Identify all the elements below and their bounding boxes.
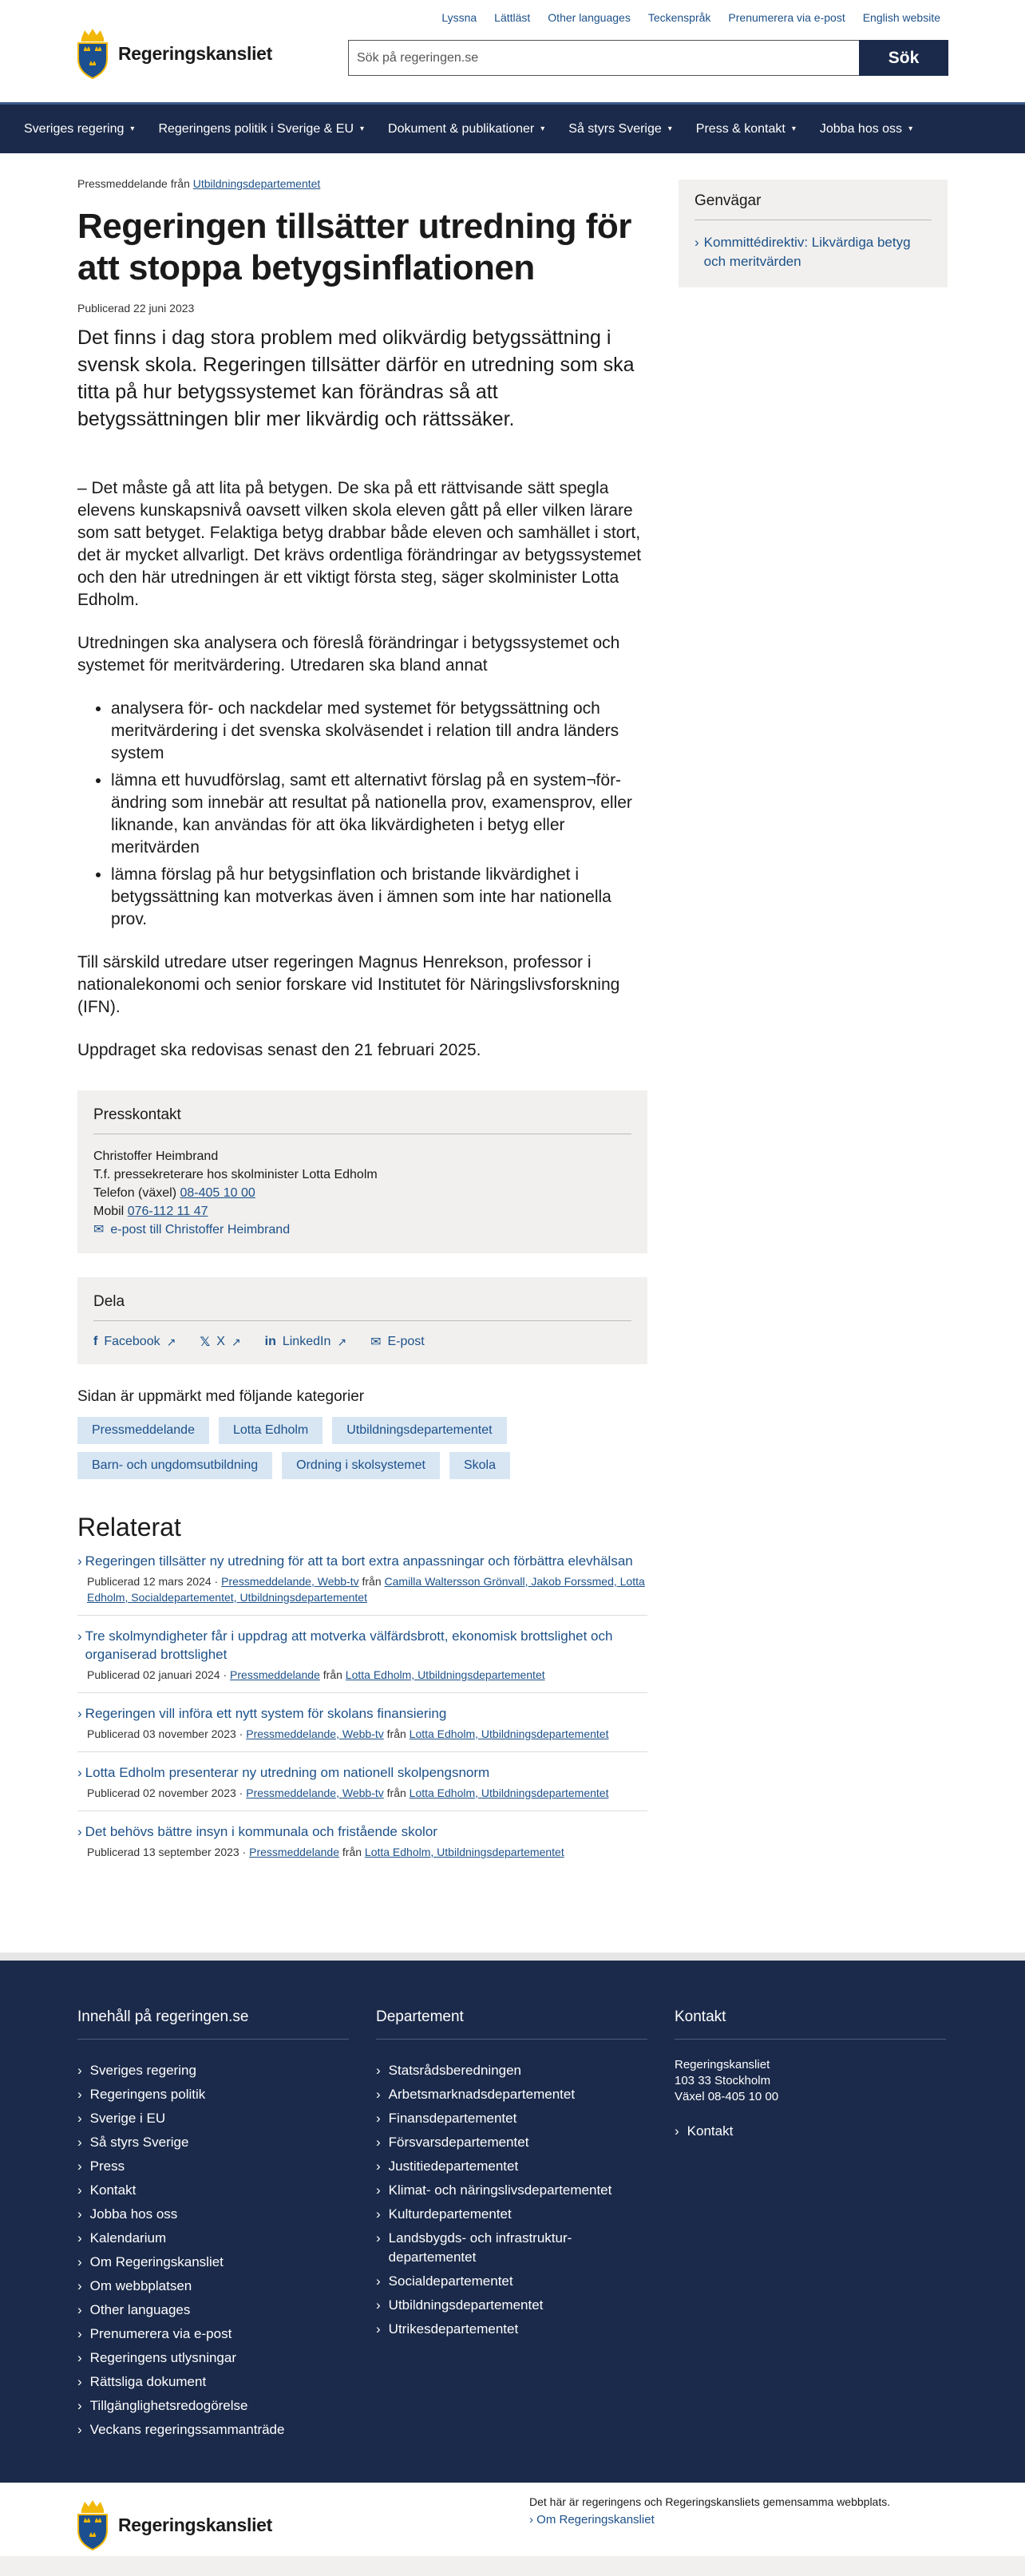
search-input[interactable]: Sök på regeringen.se <box>348 40 859 76</box>
article <box>77 177 647 1870</box>
nav-sa-styrs-sverige[interactable]: Så styrs Sverige ▾ <box>568 121 672 136</box>
page-title: Regeringen tillsätter utredning för att stoppa betygsinflationen <box>77 207 631 287</box>
link-lyssna[interactable]: Lyssna <box>441 11 477 24</box>
footer-col-departments <box>376 2008 647 2341</box>
share-x[interactable]: 𝕏 X ↗ <box>200 1335 241 1349</box>
search-button[interactable]: Sök <box>859 40 948 76</box>
shortcuts-heading: Genvägar <box>695 192 932 220</box>
chevron-right-icon: › <box>77 2230 82 2246</box>
nav-dokument[interactable]: Dokument & publikationer ▾ <box>388 121 545 136</box>
envelope-icon: ✉ <box>370 1335 382 1349</box>
chevron-right-icon: › <box>77 2135 82 2150</box>
category-tags <box>77 1417 556 1479</box>
footer-link[interactable]: › Other languages <box>77 2298 349 2322</box>
paragraph: Till särskild utredare utser regeringen Magnus Henrekson, professor i nationalekonomi och senior forskare vid Institutet för Näringslivsforskning (IFN). <box>77 953 620 1016</box>
chevron-right-icon: › <box>529 2513 533 2527</box>
footer-link[interactable]: › Regeringens utlysningar <box>77 2346 349 2370</box>
footer-link[interactable]: › Sveriges regering <box>77 2059 349 2083</box>
chevron-right-icon: › <box>376 2297 381 2313</box>
categories-label: Sidan är uppmärkt med följande kategorier <box>77 1388 365 1405</box>
chevron-right-icon: › <box>77 2302 82 2317</box>
footer-link[interactable]: › Sverige i EU <box>77 2107 349 2131</box>
contact-mobile: Mobil 076-112 11 47 <box>93 1205 208 1218</box>
footer-link[interactable]: › Statsrådsberedningen <box>376 2059 647 2083</box>
nav-regeringens-politik[interactable]: Regeringens politik i Sverige & EU ▾ <box>158 121 365 136</box>
chevron-right-icon: › <box>77 2422 82 2437</box>
envelope-icon: ✉ <box>93 1223 105 1237</box>
related-heading: Relaterat <box>77 1513 181 1541</box>
chevron-down-icon: ▾ <box>667 125 672 133</box>
chevron-right-icon: › <box>77 1765 82 1780</box>
about-link[interactable]: › Om Regeringskansliet <box>529 2513 655 2527</box>
related-meta: Publicerad 12 mars 2024 · Pressmeddelande, Webb-tv från Camilla Waltersson Grönvall, Jakob Forssmed, Lotta Edholm, Socialdepartementet, Utbildningsdepartementet <box>87 1575 645 1604</box>
chevron-down-icon: ▾ <box>908 125 913 133</box>
category-tag[interactable]: Pressmeddelande <box>77 1417 209 1444</box>
top-links <box>441 11 940 29</box>
press-contact-heading: Presskontakt <box>93 1106 631 1134</box>
link-prenumerera[interactable]: Prenumerera via e-post <box>728 11 845 24</box>
footer-heading: Departement <box>376 2008 647 2040</box>
chevron-right-icon: › <box>77 2326 82 2341</box>
chevron-right-icon: › <box>376 2273 381 2289</box>
chevron-right-icon: › <box>77 2254 82 2269</box>
footer-link[interactable]: › Klimat- och näringslivsdepartementet <box>376 2178 647 2202</box>
chevron-right-icon: › <box>376 2206 381 2222</box>
share-email[interactable]: ✉ E-post <box>370 1335 425 1349</box>
address: Regeringskansliet 103 33 Stockholm Växel 08-405 10 00 <box>675 2058 779 2103</box>
related-link[interactable]: › Det behövs bättre insyn i kommunala och fristående skolor <box>77 1824 437 1839</box>
site-logo[interactable] <box>77 27 272 80</box>
footer-col-content <box>77 2008 349 2442</box>
footer-link[interactable]: › Om webbplatsen <box>77 2274 349 2298</box>
search-bar <box>348 40 948 76</box>
bottom-strip <box>0 2556 1025 2576</box>
related-link[interactable]: › Regeringen vill införa ett nytt system för skolans finansiering <box>77 1706 447 1721</box>
contact-name: Christoffer Heimbrand <box>93 1150 219 1163</box>
link-lattlast[interactable]: Lättläst <box>494 11 531 24</box>
article-lead: Det finns i dag stora problem med olikvärdig betygssättning i svensk skola. Regeringen tillsätter därför en utredning som ska titta på hur betygssystemet kan förändras så att betygssättningen blir mer likvärdig och rättssäker. <box>77 326 635 430</box>
related-meta: Publicerad 02 november 2023 · Pressmeddelande, Webb-tv från Lotta Edholm, Utbildningsdepartementet <box>87 1787 609 1799</box>
category-tag[interactable]: Utbildningsdepartementet <box>332 1417 506 1444</box>
chevron-right-icon: › <box>376 2321 381 2337</box>
footer-link[interactable]: › Tillgänglighetsredogörelse <box>77 2394 349 2418</box>
chevron-right-icon: › <box>77 2278 82 2293</box>
related-item <box>77 1616 647 1693</box>
chevron-down-icon: ▾ <box>540 125 545 133</box>
footer-link[interactable]: › Jobba hos oss <box>77 2202 349 2226</box>
chevron-right-icon: › <box>376 2135 381 2150</box>
contact-role: T.f. pressekreterare hos skolminister Lotta Edholm <box>93 1168 378 1181</box>
footer-link[interactable]: › Kulturdepartementet <box>376 2202 647 2226</box>
facebook-icon: f <box>93 1335 98 1348</box>
list-item: • analysera för- och nackdelar med systemet för betygssättning och meritvärdering i det svenska skolväsendet i relation till andra länders system <box>111 698 647 765</box>
chevron-down-icon: ▾ <box>791 125 796 133</box>
footer-heading: Kontakt <box>675 2008 946 2040</box>
related-item <box>77 1542 647 1616</box>
related-link[interactable]: › Tre skolmyndigheter får i uppdrag att motverka välfärdsbrott, ekonomisk brottslighet och organiserad brottslighet <box>77 1628 613 1662</box>
chevron-right-icon: › <box>77 1628 82 1644</box>
footer-link[interactable]: › Justitiedepartementet <box>376 2155 647 2178</box>
nav-press-kontakt[interactable]: Press & kontakt ▾ <box>695 121 796 136</box>
related-item <box>77 1752 647 1811</box>
crest-icon <box>77 2499 109 2551</box>
contact-phone: Telefon (växel) 08-405 10 00 <box>93 1186 255 1200</box>
related-link[interactable]: › Lotta Edholm presenterar ny utredning om nationell skolpengsnorm <box>77 1765 490 1780</box>
footer-link[interactable]: › Så styrs Sverige <box>77 2131 349 2155</box>
footer-link[interactable]: › Försvarsdepartementet <box>376 2131 647 2155</box>
footer-link[interactable]: › Om Regeringskansliet <box>77 2250 349 2274</box>
related-meta: Publicerad 02 januari 2024 · Pressmeddelande från Lotta Edholm, Utbildningsdepartementet <box>87 1668 545 1681</box>
chevron-right-icon: › <box>77 2087 82 2102</box>
list-item: • lämna förslag på hur betygsinflation och bristande likvärdighet i betygssättning kan motverkas även i ämnen som inte har nationella prov. <box>111 864 647 931</box>
chevron-right-icon: › <box>77 1824 82 1839</box>
site-description: Det här är regeringens och Regeringskansliets gemensamma webbplats. <box>529 2495 891 2508</box>
chevron-right-icon: › <box>376 2159 381 2174</box>
x-icon: 𝕏 <box>200 1335 211 1349</box>
footer-link[interactable]: › Rättsliga dokument <box>77 2370 349 2394</box>
list-item: • lämna ett huvudförslag, samt ett alternativt förslag på en system¬för-ändring som innebär att resultat på nationella prov, examensprov, eller liknande, kan användas för att öka likvärdigheten i betyg eller meritvärden <box>111 770 647 859</box>
source-dept-link[interactable]: Utbildningsdepartementet <box>192 177 321 190</box>
related-item <box>77 1693 647 1752</box>
main-nav <box>0 102 1025 153</box>
footer-link[interactable]: › Socialdepartementet <box>376 2269 647 2293</box>
chevron-right-icon: › <box>376 2111 381 2126</box>
chevron-right-icon: › <box>675 2123 679 2139</box>
chevron-right-icon: › <box>77 2063 82 2078</box>
category-tag[interactable]: Skola <box>449 1452 510 1479</box>
link-teckensprak[interactable]: Teckenspråk <box>647 11 711 24</box>
shortcut-link[interactable]: › Kommittédirektiv: Likvärdiga betyg och meritvärden <box>695 233 932 271</box>
category-tag[interactable]: Lotta Edholm <box>219 1417 323 1444</box>
share-linkedin[interactable]: in LinkedIn ↗ <box>264 1335 347 1348</box>
chevron-down-icon: ▾ <box>130 125 135 133</box>
crest-icon <box>77 27 109 80</box>
published-date: Publicerad 22 juni 2023 <box>77 302 195 315</box>
category-tag[interactable]: Ordning i skolsystemet <box>282 1452 440 1479</box>
logo-text: Regeringskansliet <box>118 42 273 64</box>
chevron-right-icon: › <box>77 2206 82 2222</box>
chevron-right-icon: › <box>77 2182 82 2198</box>
external-link-icon: ↗ <box>231 1335 241 1348</box>
related-meta: Publicerad 13 september 2023 · Pressmeddelande från Lotta Edholm, Utbildningsdepartementet <box>87 1846 564 1858</box>
related-link[interactable]: › Regeringen tillsätter ny utredning för att ta bort extra anpassningar och förbättra elevhälsan <box>77 1553 633 1569</box>
footer-link[interactable]: › Utrikesdepartementet <box>376 2317 647 2341</box>
footer-link[interactable]: › Veckans regeringssammanträde <box>77 2418 349 2442</box>
footer-link[interactable]: › Finansdepartementet <box>376 2107 647 2131</box>
footer-link[interactable]: › Landsbygds- och infrastruktur-departementet <box>376 2226 615 2269</box>
related-item <box>77 1811 647 1870</box>
footer-link[interactable]: › Regeringens politik <box>77 2083 349 2107</box>
chevron-right-icon: › <box>695 235 699 250</box>
chevron-right-icon: › <box>77 2159 82 2174</box>
paragraph: Utredningen ska analysera och föreslå förändringar i betygssystemet och systemet för meritvärdering. Utredaren ska bland annat <box>77 634 620 675</box>
chevron-right-icon: › <box>376 2230 381 2246</box>
logo-text: Regeringskansliet <box>118 2514 273 2535</box>
share-box <box>77 1277 647 1364</box>
external-link-icon: ↗ <box>337 1335 347 1348</box>
footer-link[interactable]: › Prenumerera via e-post <box>77 2322 349 2346</box>
linkedin-icon: in <box>264 1335 276 1348</box>
related-list <box>77 1542 647 1870</box>
bullet-list <box>111 698 647 931</box>
footer-logo[interactable] <box>77 2499 272 2551</box>
footer-link[interactable]: › Kontakt <box>77 2178 349 2202</box>
footer-link[interactable]: › Press <box>77 2155 349 2178</box>
chevron-right-icon: › <box>77 1553 82 1569</box>
mobile-link[interactable]: 076-112 11 47 <box>127 1205 208 1218</box>
footer-col-contact <box>675 2008 946 2143</box>
nav-jobba-hos-oss[interactable]: Jobba hos oss ▾ <box>819 121 913 136</box>
chevron-right-icon: › <box>376 2087 381 2102</box>
chevron-right-icon: › <box>77 2374 82 2389</box>
share-heading: Dela <box>93 1293 631 1321</box>
link-other-languages[interactable]: Other languages <box>548 11 631 24</box>
shortcuts-box <box>679 180 948 287</box>
chevron-right-icon: › <box>77 1706 82 1721</box>
footer-heading: Innehåll på regeringen.se <box>77 2008 349 2040</box>
category-tag[interactable]: Barn- och ungdomsutbildning <box>77 1452 272 1479</box>
paragraph: – Det måste gå att lita på betygen. De ska på ett rättvisande sätt spegla elevens kunskapsnivå oavsett vilken skola eleven gått på eller vilken lärare som satt betyget. Felaktiga betyg drabbar både eleven och samhället i stort, det är mycket allvarligt. Det krävs ordentliga förändringar av betygssystemet och den här utredningen är ett viktigt första steg, säger skolminister Lotta Edholm. <box>77 479 642 609</box>
press-contact-box <box>77 1090 647 1253</box>
chevron-right-icon: › <box>77 2398 82 2413</box>
footer-contact-link[interactable]: › Kontakt <box>675 2119 946 2143</box>
chevron-right-icon: › <box>77 2350 82 2365</box>
related-meta: Publicerad 03 november 2023 · Pressmeddelande, Webb-tv från Lotta Edholm, Utbildningsdepartementet <box>87 1727 609 1740</box>
email-link[interactable]: ✉ e-post till Christoffer Heimbrand <box>93 1221 631 1239</box>
chevron-down-icon: ▾ <box>360 125 365 133</box>
footer-link[interactable]: › Utbildningsdepartementet <box>376 2293 647 2317</box>
nav-sveriges-regering[interactable]: Sveriges regering ▾ <box>24 121 135 136</box>
footer-link[interactable]: › Kalendarium <box>77 2226 349 2250</box>
link-english[interactable]: English website <box>862 11 940 24</box>
paragraph: Uppdraget ska redovisas senast den 21 februari 2025. <box>77 1041 481 1059</box>
chevron-right-icon: › <box>77 2111 82 2126</box>
phone-link[interactable]: 08-405 10 00 <box>180 1186 255 1200</box>
chevron-right-icon: › <box>376 2063 381 2078</box>
share-facebook[interactable]: f Facebook ↗ <box>93 1335 176 1348</box>
footer <box>0 1953 1025 2483</box>
external-link-icon: ↗ <box>166 1335 176 1348</box>
chevron-right-icon: › <box>376 2182 381 2198</box>
article-source: Pressmeddelande från Utbildningsdepartementet <box>77 177 321 190</box>
footer-link[interactable]: › Arbetsmarknadsdepartementet <box>376 2083 647 2107</box>
article-body <box>77 477 647 1062</box>
